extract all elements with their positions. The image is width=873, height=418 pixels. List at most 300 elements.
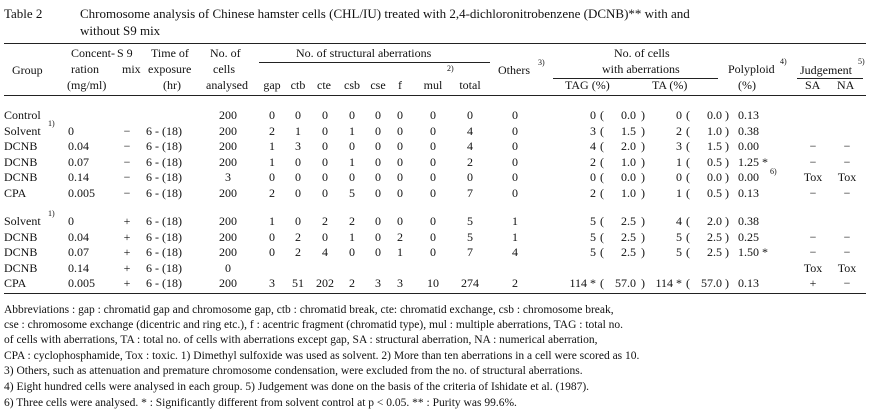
- footnote-line: cse : chromosome exchange (dicentric and ring etc.), f : acentric fragment (chromatid type), mul : multiple aberrations, TAG : total no.: [4, 319, 624, 331]
- cell-group: DCNB: [4, 229, 38, 244]
- cell-judgement-na: −: [843, 245, 851, 259]
- cell-tag-open: (: [600, 245, 604, 259]
- cell-ta-open: (: [686, 245, 690, 259]
- table-label: Table 2: [4, 6, 43, 21]
- cell-concentration: 0.04: [68, 229, 89, 244]
- header-cells-with-ab: No. of cells: [614, 46, 670, 60]
- header-csb: csb: [344, 78, 360, 92]
- cell-gap: 1: [269, 214, 275, 228]
- cell-time: 6 - (18): [146, 185, 182, 200]
- cell-time: 6 - (18): [146, 123, 182, 138]
- cell-polyploid: 0.13: [738, 108, 759, 122]
- cell-ta-open: (: [686, 170, 690, 184]
- cell-time: 6 - (18): [146, 260, 182, 275]
- cell-judgement-na: −: [843, 276, 851, 290]
- cell-tag: 114 *: [569, 276, 596, 290]
- cell-ta-open: (: [686, 229, 690, 244]
- header-time-2: exposure: [148, 62, 192, 76]
- cell-cte: 0: [322, 170, 328, 184]
- cell-time: 6 - (18): [146, 229, 182, 244]
- cell-f: 0: [397, 108, 403, 122]
- top-rule: [4, 43, 866, 44]
- cell-others: 1: [512, 229, 518, 244]
- footnote-line: of cells with aberrations, TA : total no. of cells with aberrations except gap, SA : structural aberration, NA : numerical aberration,: [4, 334, 598, 346]
- cell-ta-pct: 0.0: [707, 108, 722, 122]
- cell-tag-open: (: [600, 108, 604, 122]
- cell-total: 4: [467, 139, 473, 153]
- cell-f: 0: [397, 214, 403, 228]
- footnote-line: 6) Three cells were analysed. * : Significantly different from solvent control at p < 0.05. ** : Purity was 99.6%.: [4, 397, 517, 409]
- cell-tag-close: ): [641, 229, 645, 244]
- cell-gap: 2: [269, 185, 275, 200]
- cell-mul: 0: [430, 170, 436, 184]
- cell-tag: 5: [590, 229, 596, 244]
- cell-polyploid: 0.38: [738, 214, 759, 228]
- cell-concentration: 0.005: [68, 185, 95, 200]
- cell-judgement-sa: −: [809, 229, 817, 244]
- bottom-rule: [4, 293, 866, 294]
- cell-tag: 5: [590, 214, 596, 228]
- cell-judgement-sa: −: [809, 245, 817, 259]
- cell-total: 7: [467, 185, 473, 200]
- cell-ta: 114 *: [655, 276, 682, 290]
- table-title-cont: without S9 mix: [80, 23, 161, 38]
- cell-analysed: 200: [219, 108, 237, 122]
- cell-tag: 2: [590, 154, 596, 169]
- cell-cte: 0: [322, 185, 328, 200]
- cell-polyploid: 1.50 *: [738, 245, 768, 259]
- cell-f: 2: [397, 229, 403, 244]
- cell-tag-open: (: [600, 214, 604, 228]
- cell-tag: 2: [590, 185, 596, 200]
- cell-others: 0: [512, 154, 518, 169]
- cell-cse: 3: [375, 276, 381, 290]
- cell-gap: 0: [269, 245, 275, 259]
- table-title: Chromosome analysis of Chinese hamster cells (CHL/IU) treated with 2,4-dichloronitrobenzene (DCNB)** with and: [80, 6, 690, 21]
- header-s9-mix: mix: [122, 62, 141, 76]
- cell-csb: 0: [349, 108, 355, 122]
- cell-ta-close: ): [725, 185, 729, 200]
- header-polyploid: Polyploid: [728, 62, 775, 76]
- cell-gap: 0: [269, 108, 275, 122]
- cell-analysed: 200: [219, 214, 237, 228]
- cell-csb: 5: [349, 185, 355, 200]
- cell-s9: −: [123, 170, 131, 184]
- cell-tag-pct: 1.5: [621, 123, 636, 138]
- cell-total: 0: [467, 170, 473, 184]
- cell-group: CPA: [4, 276, 27, 290]
- cell-csb: 2: [349, 214, 355, 228]
- cell-tag-pct: 2.5: [621, 214, 636, 228]
- cell-cse: 0: [375, 170, 381, 184]
- cell-s9: −: [123, 139, 131, 153]
- cell-f: 0: [397, 185, 403, 200]
- cell-concentration: 0.04: [68, 139, 89, 153]
- header-polyploid-unit: (%): [738, 78, 756, 92]
- cell-f: 0: [397, 154, 403, 169]
- cell-total: 5: [467, 214, 473, 228]
- cell-others: 2: [512, 276, 518, 290]
- cell-cte: 0: [322, 108, 328, 122]
- cell-judgement-sa: −: [809, 154, 817, 169]
- cell-concentration: 0.07: [68, 245, 89, 259]
- cell-tag-close: ): [641, 108, 645, 122]
- cell-gap: 2: [269, 123, 275, 138]
- cell-f: 0: [397, 139, 403, 153]
- cell-group: DCNB: [4, 260, 38, 275]
- cell-cte: 4: [322, 245, 328, 259]
- cell-cse: 0: [375, 245, 381, 259]
- cell-group: Solvent: [4, 123, 41, 138]
- cell-mul: 0: [430, 229, 436, 244]
- cell-polyploid: 0.38: [738, 123, 759, 138]
- header-cte: cte: [317, 78, 331, 92]
- cell-polyploid: 0.13: [738, 276, 759, 290]
- cell-ta-open: (: [686, 276, 690, 290]
- cell-ta-pct: 0.5: [707, 185, 722, 200]
- cell-ctb: 0: [295, 170, 301, 184]
- cell-judgement-na: Tox: [837, 170, 857, 184]
- cell-tag-pct: 1.0: [621, 185, 636, 200]
- cell-mul: 0: [430, 245, 436, 259]
- sup-judgement: 5): [858, 57, 865, 66]
- cell-time: 6 - (18): [146, 139, 182, 153]
- cell-f: 1: [397, 245, 403, 259]
- cell-judgement-sa: Tox: [803, 170, 823, 184]
- cell-ta-close: ): [725, 214, 729, 228]
- cell-cse: 0: [375, 154, 381, 169]
- cell-polyploid: 0.00: [738, 139, 759, 153]
- cell-tag-open: (: [600, 123, 604, 138]
- cell-others: 4: [512, 245, 518, 259]
- cell-ta: 1: [676, 154, 682, 169]
- cell-cte: 0: [322, 123, 328, 138]
- cell-csb: 0: [349, 245, 355, 259]
- cell-cte: 0: [322, 139, 328, 153]
- cell-ta: 0: [676, 170, 682, 184]
- cell-time: 6 - (18): [146, 170, 182, 184]
- cell-judgement-na: Tox: [837, 260, 857, 275]
- cell-ta-close: ): [725, 108, 729, 122]
- cell-group: Control: [4, 108, 41, 122]
- cell-judgement-na: −: [843, 185, 851, 200]
- cell-ctb: 2: [295, 229, 301, 244]
- cell-ctb: 3: [295, 139, 301, 153]
- cell-tag-open: (: [600, 170, 604, 184]
- footnote-line: 4) Eight hundred cells were analysed in each group. 5) Judgement was done on the basis of the criteria of Ishidate et al. (1987).: [4, 381, 590, 393]
- cell-ta-open: (: [686, 108, 690, 122]
- cell-tag-pct: 2.0: [621, 139, 636, 153]
- cell-s9: +: [123, 229, 131, 244]
- cell-concentration: 0: [68, 214, 74, 228]
- cell-total: 4: [467, 123, 473, 138]
- footnote-line: Abbreviations : gap : chromatid gap and chromosome gap, ctb : chromatid break, cte: chromatid exchange, csb : chromosome break,: [4, 304, 614, 316]
- header-cells-3: analysed: [206, 78, 248, 92]
- cell-others: 1: [512, 214, 518, 228]
- header-f: f: [398, 78, 402, 92]
- cell-f: 0: [397, 170, 403, 184]
- cell-ta-open: (: [686, 214, 690, 228]
- cell-cse: 0: [375, 123, 381, 138]
- cell-group: DCNB: [4, 139, 38, 153]
- header-others: Others: [498, 63, 530, 77]
- cell-judgement-na: −: [843, 139, 851, 153]
- cell-gap: 0: [269, 170, 275, 184]
- cell-tag-open: (: [600, 154, 604, 169]
- cell-gap: 1: [269, 139, 275, 153]
- cell-s9: −: [123, 154, 131, 169]
- cell-ta-close: ): [725, 139, 729, 153]
- cell-mul: 0: [430, 185, 436, 200]
- cell-cte: 202: [316, 276, 334, 290]
- cell-ctb: 0: [295, 108, 301, 122]
- cell-ta-close: ): [725, 123, 729, 138]
- cell-time: 6 - (18): [146, 245, 182, 259]
- cell-ta: 1: [676, 185, 682, 200]
- cell-gap: 1: [269, 154, 275, 169]
- cell-analysed: 200: [219, 185, 237, 200]
- cell-ctb: 0: [295, 154, 301, 169]
- cell-tag-open: (: [600, 276, 604, 290]
- header-time-unit: (hr): [163, 78, 181, 92]
- cell-csb: 0: [349, 139, 355, 153]
- cell-f: 0: [397, 123, 403, 138]
- header-cse: cse: [370, 78, 386, 92]
- cell-tag-close: ): [641, 170, 645, 184]
- cell-csb: 2: [349, 276, 355, 290]
- cell-group: DCNB: [4, 154, 38, 169]
- cell-concentration: 0.07: [68, 154, 89, 169]
- cell-concentration: 0.14: [68, 260, 89, 275]
- cell-tag-close: ): [641, 276, 645, 290]
- header-s9: S 9: [117, 46, 133, 60]
- cell-f: 3: [397, 276, 403, 290]
- cell-s9: +: [123, 260, 131, 275]
- header-tag: TAG (%): [565, 78, 610, 92]
- header-group: Group: [12, 63, 43, 77]
- cell-analysed: 200: [219, 245, 237, 259]
- header-mul: mul: [423, 78, 443, 92]
- cell-mul: 0: [430, 108, 436, 122]
- cell-others: 0: [512, 170, 518, 184]
- cell-ta-pct: 0.0: [707, 170, 722, 184]
- cell-ta: 0: [676, 108, 682, 122]
- cell-tag-close: ): [641, 139, 645, 153]
- cell-ta: 3: [676, 139, 682, 153]
- cell-gap: 0: [269, 229, 275, 244]
- cell-time: 6 - (18): [146, 276, 182, 290]
- cell-ta-open: (: [686, 154, 690, 169]
- cell-group: DCNB: [4, 245, 38, 259]
- cell-concentration: 0: [68, 123, 74, 138]
- header-concentration-unit: (mg/ml): [67, 78, 107, 92]
- cell-tag-open: (: [600, 185, 604, 200]
- sup-three-cells: 6): [770, 167, 777, 176]
- cell-total: 0: [467, 108, 473, 122]
- header-ta: TA (%): [652, 78, 688, 92]
- header-gap: gap: [263, 78, 281, 92]
- header-ctb: ctb: [290, 78, 306, 92]
- cell-tag: 3: [590, 123, 596, 138]
- cell-analysed: 200: [219, 229, 237, 244]
- cell-tag-close: ): [641, 214, 645, 228]
- sup-mul: 2): [447, 64, 454, 73]
- cell-ta-pct: 2.5: [707, 229, 722, 244]
- cell-judgement-na: −: [843, 154, 851, 169]
- cell-ta: 2: [676, 123, 682, 138]
- cell-cse: 0: [375, 139, 381, 153]
- cell-polyploid: 1.25 *: [738, 154, 768, 169]
- header-judgement: Judgement: [800, 63, 852, 77]
- cell-ta-pct: 1.5: [707, 139, 722, 153]
- cell-tag-close: ): [641, 245, 645, 259]
- cell-mul: 0: [430, 139, 436, 153]
- cell-analysed: 0: [225, 260, 231, 275]
- cell-others: 0: [512, 139, 518, 153]
- cell-total: 2: [467, 154, 473, 169]
- cell-judgement-sa: −: [809, 185, 817, 200]
- cell-judgement-sa: +: [809, 276, 817, 290]
- cell-ta-pct: 2.5: [707, 245, 722, 259]
- cell-others: 0: [512, 123, 518, 138]
- cell-ta-close: ): [725, 245, 729, 259]
- cell-ta-pct: 0.5: [707, 154, 722, 169]
- header-concentration-2: ration: [71, 62, 99, 76]
- cell-cse: 0: [375, 214, 381, 228]
- cell-others: 0: [512, 108, 518, 122]
- cell-ta-pct: 2.0: [707, 214, 722, 228]
- cell-csb: 1: [349, 123, 355, 138]
- sup-solvent: 1): [48, 118, 55, 128]
- cell-cse: 0: [375, 229, 381, 244]
- cell-mul: 0: [430, 154, 436, 169]
- cell-s9: +: [123, 214, 131, 228]
- cell-s9: +: [123, 245, 131, 259]
- header-structural: No. of structural aberrations: [296, 46, 432, 60]
- cell-mul: 0: [430, 123, 436, 138]
- header-cells: No. of: [210, 46, 241, 60]
- cell-ta-close: ): [725, 170, 729, 184]
- cell-ta-open: (: [686, 185, 690, 200]
- cell-tag: 4: [590, 139, 596, 153]
- cell-s9: −: [123, 123, 131, 138]
- cell-ctb: 51: [292, 276, 304, 290]
- sup-others: 3): [538, 58, 545, 67]
- footnote-line: CPA : cyclophosphamide, Tox : toxic. 1) Dimethyl sulfoxide was used as solvent. 2) More than ten aberrations in a cell were scored as 10.: [4, 350, 640, 362]
- cell-analysed: 200: [219, 154, 237, 169]
- cell-cse: 0: [375, 185, 381, 200]
- sup-polyploid: 4): [780, 57, 787, 66]
- cell-tag-close: ): [641, 123, 645, 138]
- cell-ta-open: (: [686, 123, 690, 138]
- cell-cte: 0: [322, 229, 328, 244]
- cell-group: Solvent: [4, 214, 41, 228]
- cell-analysed: 200: [219, 276, 237, 290]
- cell-concentration: 0.14: [68, 170, 89, 184]
- sup-solvent: 1): [48, 209, 55, 218]
- cell-ta-pct: 57.0: [701, 276, 722, 290]
- cell-ctb: 0: [295, 214, 301, 228]
- cell-ta: 5: [676, 245, 682, 259]
- header-cells-with-ab-2: with aberrations: [602, 62, 680, 76]
- cell-ta-pct: 1.0: [707, 123, 722, 138]
- cell-total: 7: [467, 245, 473, 259]
- cell-tag-close: ): [641, 185, 645, 200]
- cell-others: 0: [512, 185, 518, 200]
- cell-polyploid: 0.25: [738, 229, 759, 244]
- cell-ta-close: ): [725, 229, 729, 244]
- structural-rule: [259, 62, 490, 63]
- cell-judgement-sa: Tox: [803, 260, 823, 275]
- header-cells-2: cells: [213, 62, 235, 76]
- cell-judgement-na: −: [843, 229, 851, 244]
- cell-group: DCNB: [4, 170, 38, 184]
- cell-tag: 5: [590, 245, 596, 259]
- cell-ta: 4: [676, 214, 682, 228]
- cell-cte: 2: [322, 214, 328, 228]
- cell-tag-close: ): [641, 154, 645, 169]
- header-rule: [4, 95, 866, 96]
- cell-analysed: 200: [219, 139, 237, 153]
- cell-csb: 1: [349, 229, 355, 244]
- footnote-line: 3) Others, such as attenuation and premature chromosome condensation, were excluded from the no. of structural aberrations.: [4, 365, 583, 377]
- cell-mul: 0: [430, 214, 436, 228]
- cell-polyploid: 0.13: [738, 185, 759, 200]
- cell-judgement-sa: −: [809, 139, 817, 153]
- cell-ctb: 0: [295, 185, 301, 200]
- cell-s9: −: [123, 185, 131, 200]
- cell-mul: 10: [427, 276, 439, 290]
- cell-tag: 0: [590, 170, 596, 184]
- cell-tag-pct: 57.0: [615, 276, 636, 290]
- cell-cse: 0: [375, 108, 381, 122]
- cell-ctb: 1: [295, 123, 301, 138]
- cell-cte: 0: [322, 154, 328, 169]
- header-concentration: Concent-: [71, 46, 115, 60]
- cell-s9: +: [123, 276, 131, 290]
- header-na: NA: [837, 78, 855, 92]
- cell-tag-pct: 2.5: [621, 245, 636, 259]
- cell-analysed: 3: [225, 170, 231, 184]
- cell-tag-open: (: [600, 139, 604, 153]
- cell-tag: 0: [590, 108, 596, 122]
- cell-concentration: 0.005: [68, 276, 95, 290]
- cell-tag-pct: 0.0: [621, 108, 636, 122]
- cell-ctb: 2: [295, 245, 301, 259]
- header-time: Time of: [151, 46, 189, 60]
- cell-time: 6 - (18): [146, 214, 182, 228]
- cell-ta-open: (: [686, 139, 690, 153]
- cell-time: 6 - (18): [146, 154, 182, 169]
- cell-tag-open: (: [600, 229, 604, 244]
- cell-tag-pct: 0.0: [621, 170, 636, 184]
- cell-analysed: 200: [219, 123, 237, 138]
- cell-ta-close: ): [725, 276, 729, 290]
- cell-tag-pct: 1.0: [621, 154, 636, 169]
- cell-csb: 1: [349, 154, 355, 169]
- cell-group: CPA: [4, 185, 27, 200]
- cell-total: 5: [467, 229, 473, 244]
- cell-tag-pct: 2.5: [621, 229, 636, 244]
- cell-polyploid: 0.00: [738, 170, 759, 184]
- cell-csb: 0: [349, 170, 355, 184]
- header-sa: SA: [805, 78, 821, 92]
- cell-gap: 3: [269, 276, 275, 290]
- cell-ta-close: ): [725, 154, 729, 169]
- header-total: total: [459, 78, 481, 92]
- cell-ta: 5: [676, 229, 682, 244]
- cell-total: 274: [461, 276, 479, 290]
